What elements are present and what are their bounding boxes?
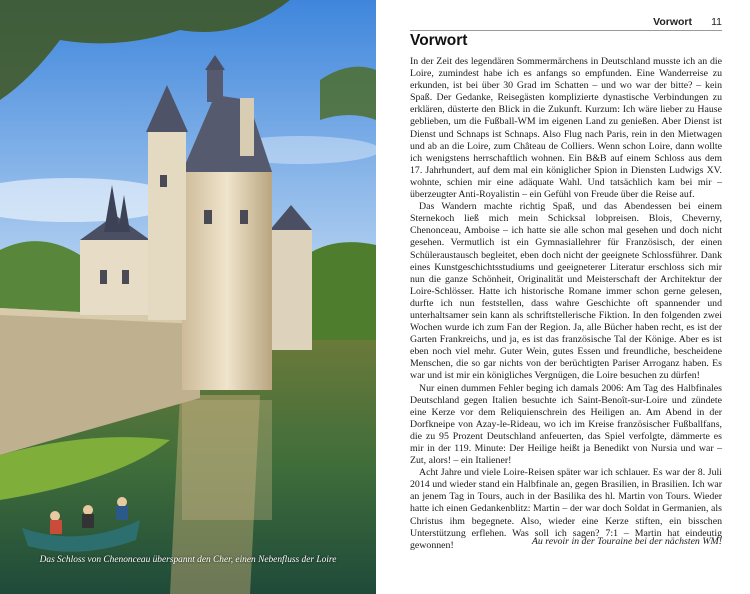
photo-caption: Das Schloss von Chenonceau überspannt den Cher, einen Nebenfluss der Loire xyxy=(39,555,337,565)
page-title: Vorwort xyxy=(410,32,468,49)
running-head-section: Vorwort xyxy=(653,16,692,28)
tour-des-marques xyxy=(182,170,272,390)
trees-left xyxy=(0,241,80,320)
body-text xyxy=(410,56,722,552)
paragraph: Acht Jahre und viele Loire-Reisen später war ich schlauer. Es war der 8. Juli 2014 und wieder stand ein Halbfinale an, gegen Brasilien, in Brasilien. Ich war an jenem Tag in Tours, auch in der Basilika des hl. Martin von Tours. Wieder hatte ich einen Gedankenblitz: Martin – der war doch Soldat in Germanien, als Christus ihm begegnete. Also, wieder eine Kerze stiften, ein bisschen Unterstützung erflehen. Was soll ich sagen? 7:1 – Martin hat eindeutig gewonnen! xyxy=(410,467,722,551)
paragraph: Das Wandern machte richtig Spaß, und das Abendessen bei einem Sternekoch ließ mich mein Schicksal lobpreisen. Blois, Cheverny, Chenonceau, Amboise – ich hatte sie alle schon mal gesehen und doch nicht gesehen. Vermutlich ist ein Gymnasiallehrer für Französisch, der einen Schüleraustausch begleitet, eben doch nicht der geeignete Schlossführer. Dank eines Kunstgeschichtsstudiums und geeigneterer Literatur erschloss sich mir nun die ganze Schönheit, Originalität und Meisterschaft der Architektur der Loire-Schlösser. Hatte ich historische Romane immer schon gerne gelesen, durfte ich nun feststellen, dass wahre Geschichte oft spannender und unterhaltsamer sein kann als schriftstellerische Fiktion. In den folgenden zwei Wochen wurde ich zum Fan der Region. Ja, alle Bücher haben recht, es ist der Garten Frankreichs, und ja, es ist das französische Tal der Könige. Aber es ist eben noch viel mehr. Guter Wein, gutes Essen und freundliche, bescheidene Menschen, die so gar nichts von der berüchtigten Pariser Arroganz haben. Es war und ist mir ein königliches Vergnügen, die Loire besuchen zu dürfen! xyxy=(410,201,722,382)
running-head xyxy=(410,14,722,30)
header-rule xyxy=(410,30,722,31)
chateau-wing xyxy=(80,240,150,315)
chateau-gallery xyxy=(270,230,312,350)
paragraph: Nur einen dummen Fehler beging ich damals 2006: Am Tag des Halbfinales Deutschland gegen Italien besuchte ich Saint-Benoît-sur-Loire und zündete eine Kerze vor dem Reliquienschrein des Heiligen an. Am Abend in der Dorfkneipe von Azay-le-Rideau, wo ich im Kreise französischer Fußballfans, die zu 95 Prozent Deutschland anfeuerten, das Spiel verfolgte, dämmerte es mir in der 119. Minute: Der Heilige heißt ja Benedikt von Nursia und war – Zut, alors! – ein Italiener! xyxy=(410,382,722,467)
closing-line: Au revoir in der Touraine bei der nächsten WM! xyxy=(531,536,722,547)
page-number: 11 xyxy=(711,16,722,28)
turret xyxy=(148,130,186,320)
paragraph: In der Zeit des legendären Sommermärchens in Deutschland musste ich an die Loire, zumindest habe ich es anfangs so empfunden. Eine Wanderreise zu erkunden, ist bei über 30 Grad im Schatten – und wo war der bitte? – kein Spaß. Der Gedanke, Reisegästen komplizierte dynastische Verbindungen zu erklären, düsterte den Blick in die Zukunft. Kurzum: Ich wäre lieber zu Hause geblieben, um die Fußball-WM im eigenen Land zu genießen. Aber Dienst ist Dienst und Schnaps ist Schnaps. Also Flug nach Paris, rein in den Mietwagen und ab an die Loire, zum Château de Colliers. Wenn schon Loire, dann wollte ich wenigstens herrschaftlich wohnen. Ein B&B auf einem Schloss aus dem 17. Jahrhundert, auf dem mal ein königlicher Spion in Diensten Ludwigs XV. wohnte, schien mir eine adäquate Wahl. Und tatsächlich kam bei mir – überzeugter Anti-Royalistin – ein Gefühl von Freude über die Reise auf. xyxy=(410,56,722,201)
text-page xyxy=(410,0,722,594)
